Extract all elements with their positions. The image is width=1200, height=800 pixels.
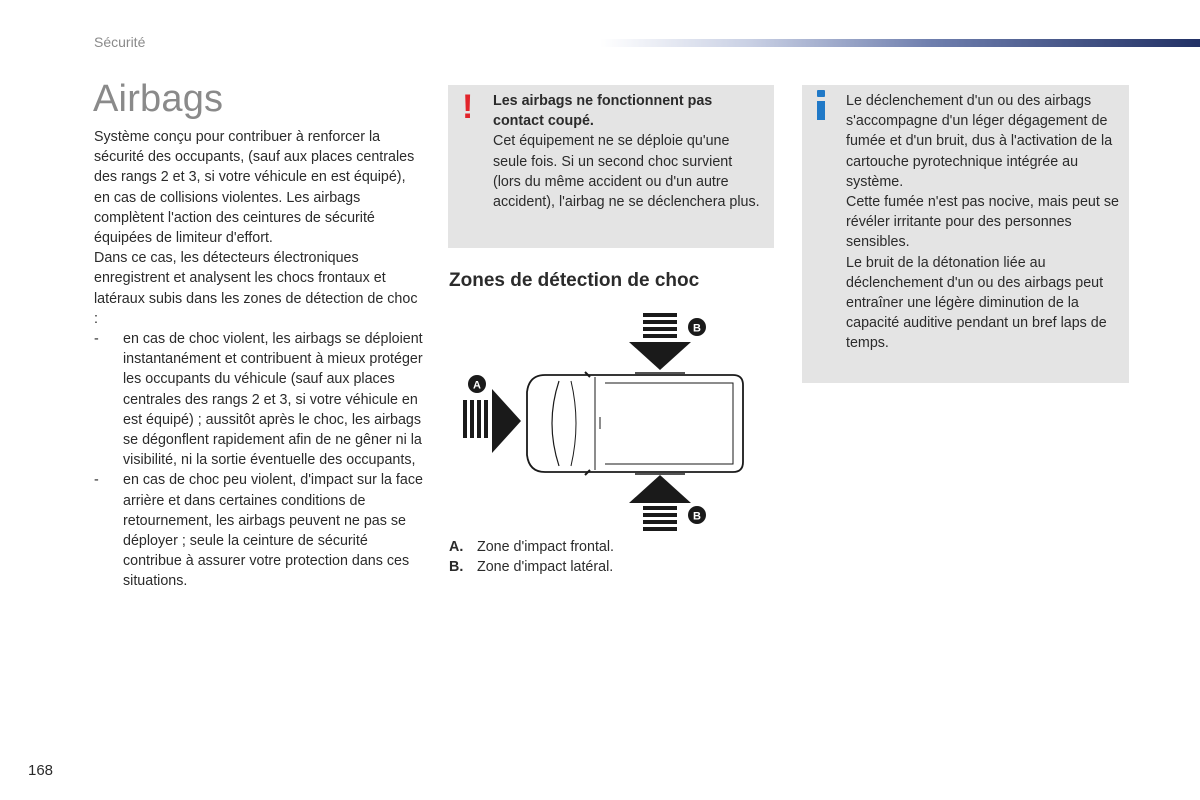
warning-box (448, 85, 774, 248)
legend-text: Zone d'impact frontal. (477, 539, 615, 555)
intro-column (94, 127, 424, 592)
list-item (94, 470, 424, 591)
header-gradient-bar (600, 39, 1200, 47)
page-number: 168 (28, 762, 54, 779)
info-text (846, 91, 1126, 354)
legend-item (449, 537, 614, 557)
warning-text (493, 91, 761, 212)
list-item-text: en cas de choc violent, les airbags se déploient instantanément et contribuent à mieux protéger les occupants du véhicule (sauf aux places centrales des rangs 2 et 3, si votre véhicule en est équipé) ; aussitôt après le choc, les airbags se dégonflent rapidement afin de ne gêner ni la visibilité, ni la sortie éventuelle des occupants, (123, 331, 423, 469)
legend-letter: A. (449, 539, 464, 555)
legend-letter: B. (449, 559, 464, 576)
legend-text: Zone d'impact latéral. (477, 559, 614, 576)
list-item-text: en cas de choc peu violent, d'impact sur la face arrière et dans certaines conditions de retournement, les airbags peuvent ne pas se déployer ; seule la ceinture de sécurité contribue à assurer votre protection dans ces situations. (123, 472, 423, 590)
label-b-text: B (693, 322, 701, 335)
lateral-impact-arrow-top (629, 313, 691, 370)
info-icon (816, 90, 826, 120)
page-title: Airbags (93, 78, 224, 120)
van-top-view (527, 372, 743, 475)
impact-zones-diagram (455, 305, 755, 535)
frontal-impact-arrow (463, 389, 521, 453)
label-a (468, 375, 486, 393)
label-b-text: B (693, 510, 701, 523)
zones-legend (449, 537, 614, 577)
info-paragraph: Cette fumée n'est pas nocive, mais peut se révéler irritante pour des personnes sensibles. (846, 194, 1119, 251)
info-paragraph: Le bruit de la détonation liée au déclenchement d'un ou des airbags peut entraîner une légère diminution de la capacité auditive pendant un bref laps de temps. (846, 254, 1107, 352)
legend-item (449, 557, 614, 577)
bullet-dash: - (94, 331, 99, 348)
intro-paragraph: Dans ce cas, les détecteurs électroniques enregistrent et analysent les chocs frontaux et latéraux subis dans les zones de détection de choc : (94, 250, 418, 327)
lateral-impact-arrow-bottom (629, 475, 691, 531)
warning-body: Cet équipement ne se déploie qu'une seule fois. Si un second choc survient (lors du même accident ou d'un autre accident), l'airbag ne se déclenchera plus. (493, 133, 760, 211)
bullet-list (94, 329, 424, 592)
bullet-dash: - (94, 472, 99, 489)
zones-title: Zones de détection de choc (449, 270, 700, 291)
info-paragraph: Le déclenchement d'un ou des airbags s'accompagne d'un léger dégagement de fumée et d'un bruit, dus à l'activation de la cartouche pyrotechnique intégrée au système. (846, 93, 1113, 190)
intro-paragraph: Système conçu pour contribuer à renforcer la sécurité des occupants, (sauf aux places centrales des rangs 2 et 3, si votre véhicule en est équipé), en cas de collisions violentes. Les airbags complètent l'action des ceintures de sécurité équipées de limiteur d'effort. (94, 129, 415, 247)
list-item (94, 329, 424, 470)
section-label: Sécurité (94, 34, 146, 50)
label-a-text: A (473, 379, 481, 392)
warning-exclamation-icon: ! (462, 88, 474, 126)
warning-title: Les airbags ne fonctionnent pas contact coupé. (493, 93, 713, 130)
label-b-bottom (688, 506, 706, 524)
label-b-top (688, 318, 706, 336)
info-box (802, 85, 1129, 383)
